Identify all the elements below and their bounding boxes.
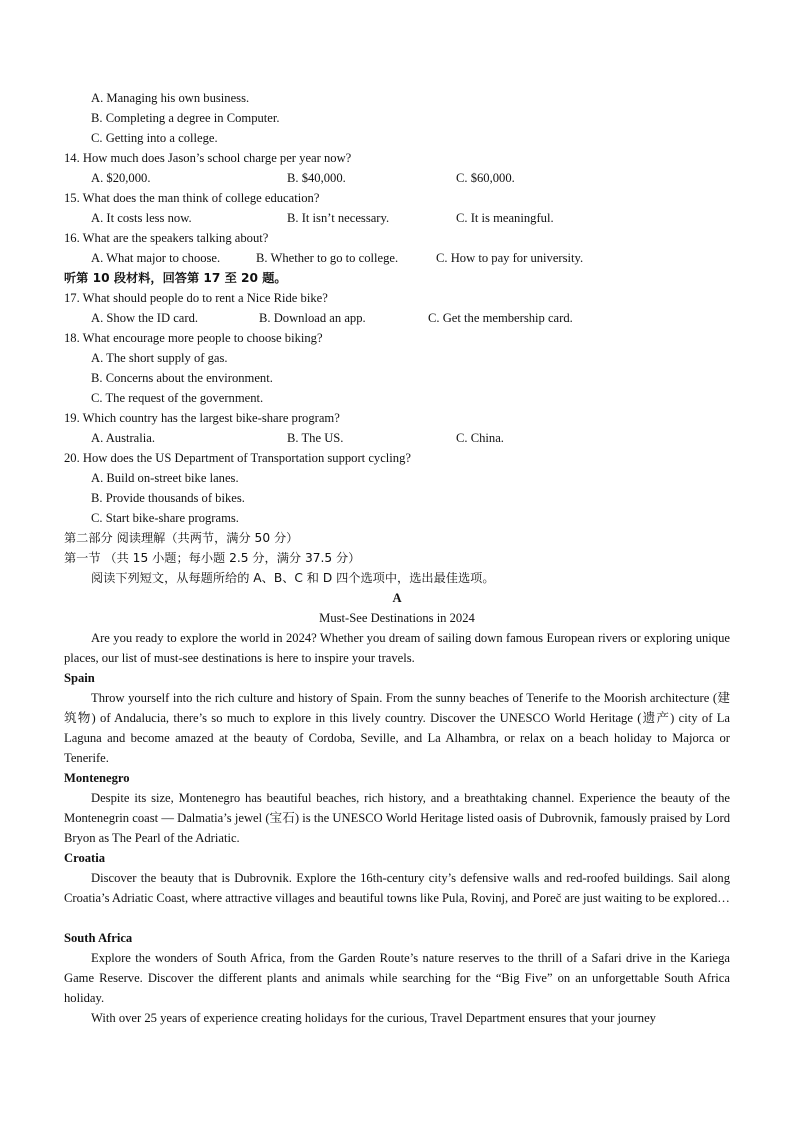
q17-option-b: B. Download an app.	[259, 311, 366, 325]
q17-option-a: A. Show the ID card.	[91, 311, 199, 325]
passage-title: Must-See Destinations in 2024	[319, 611, 475, 625]
q20-option-b: B. Provide thousands of bikes.	[91, 491, 245, 505]
q19-stem: 19. Which country has the largest bike-share program?	[64, 411, 340, 425]
q15-stem: 15. What does the man think of college education?	[64, 191, 320, 205]
q18-option-b: B. Concerns about the environment.	[91, 371, 273, 385]
q14-option-b: B. $40,000.	[287, 171, 346, 185]
q19-option-b: B. The US.	[287, 431, 344, 445]
paragraph-montenegro: Despite its size, Montenegro has beautiful beaches, rich history, and a breathtaking channel. Experience the beauty of the Montenegrin coast — Dalmatia’s jewel (宝石) is the UNESCO World Heritage listed oasis of Dubrovnik, famously praised by Lord Bryon as The Pearl of the Adriatic.	[64, 791, 730, 845]
q19-option-a: A. Australia.	[91, 431, 156, 445]
q20-stem: 20. How does the US Department of Transportation support cycling?	[64, 451, 411, 465]
q18-option-a: A. The short supply of gas.	[91, 351, 228, 365]
section-10-heading: 听第 10 段材料，回答第 17 至 20 题。	[64, 271, 287, 285]
part-2-heading: 第二部分 阅读理解（共两节，满分 50 分）	[64, 531, 299, 545]
q19-option-c: C. China.	[456, 431, 504, 445]
q15-option-a: A. It costs less now.	[91, 211, 192, 225]
heading-montenegro: Montenegro	[64, 771, 130, 785]
q17-option-c: C. Get the membership card.	[428, 311, 573, 325]
q18-option-c: C. The request of the government.	[91, 391, 264, 405]
passage-intro: Are you ready to explore the world in 2024? Whether you dream of sailing down famous European rivers or exploring unique places, our list of must-see destinations is here to inspire your travels.	[64, 631, 730, 665]
q18-stem: 18. What encourage more people to choose biking?	[64, 331, 323, 345]
q13-option-b: B. Completing a degree in Computer.	[91, 111, 280, 125]
q14-option-a: A. $20,000.	[91, 171, 151, 185]
q20-option-c: C. Start bike-share programs.	[91, 511, 239, 525]
q16-option-a: A. What major to choose.	[91, 251, 221, 265]
q16-option-c: C. How to pay for university.	[436, 251, 584, 265]
paragraph-spain: Throw yourself into the rich culture and history of Spain. From the sunny beaches of Tenerife to the Moorish architecture (建筑物) of Andalucia, there’s so much to explore in this lively country. Discover the UNESCO World Heritage (遗产) city of La Laguna and become amazed at the beauty of Cordoba, Seville, and La Alhambra, or relax on a beach holiday to Majorca or Tenerife.	[64, 691, 730, 765]
q16-option-b: B. Whether to go to college.	[256, 251, 399, 265]
heading-croatia: Croatia	[64, 851, 106, 865]
paragraph-closing: With over 25 years of experience creating holidays for the curious, Travel Department ensures that your journey	[91, 1011, 656, 1025]
heading-spain: Spain	[64, 671, 95, 685]
q13-option-a: A. Managing his own business.	[91, 91, 250, 105]
paragraph-croatia: Discover the beauty that is Dubrovnik. Explore the 16th-century city’s defensive walls and red-roofed buildings. Sail along Croatia’s Adriatic Coast, where attractive villages and beautiful towns like Pula, Rovinj, and Poreč are just waiting to be explored…	[64, 871, 730, 905]
q13-option-c: C. Getting into a college.	[91, 131, 218, 145]
q15-option-c: C. It is meaningful.	[456, 211, 554, 225]
q14-option-c: C. $60,000.	[456, 171, 515, 185]
section-1-heading: 第一节 （共 15 小题；每小题 2.5 分，满分 37.5 分）	[64, 551, 361, 565]
q16-stem: 16. What are the speakers talking about?	[64, 231, 269, 245]
heading-south-africa: South Africa	[64, 931, 133, 945]
q15-option-b: B. It isn’t necessary.	[287, 211, 390, 225]
q20-option-a: A. Build on-street bike lanes.	[91, 471, 239, 485]
paragraph-south-africa: Explore the wonders of South Africa, from the Garden Route’s nature reserves to the thrill of a Safari drive in the Kariega Game Reserve. Discover the different plants and animals while searching for the “Big Five” on an unforgettable South Africa holiday.	[64, 951, 730, 1005]
reading-instruction: 阅读下列短文，从每题所给的 A、B、C 和 D 四个选项中，选出最佳选项。	[91, 571, 495, 585]
q14-stem: 14. How much does Jason’s school charge per year now?	[64, 151, 352, 165]
passage-letter: A	[392, 591, 402, 605]
q17-stem: 17. What should people do to rent a Nice Ride bike?	[64, 291, 328, 305]
